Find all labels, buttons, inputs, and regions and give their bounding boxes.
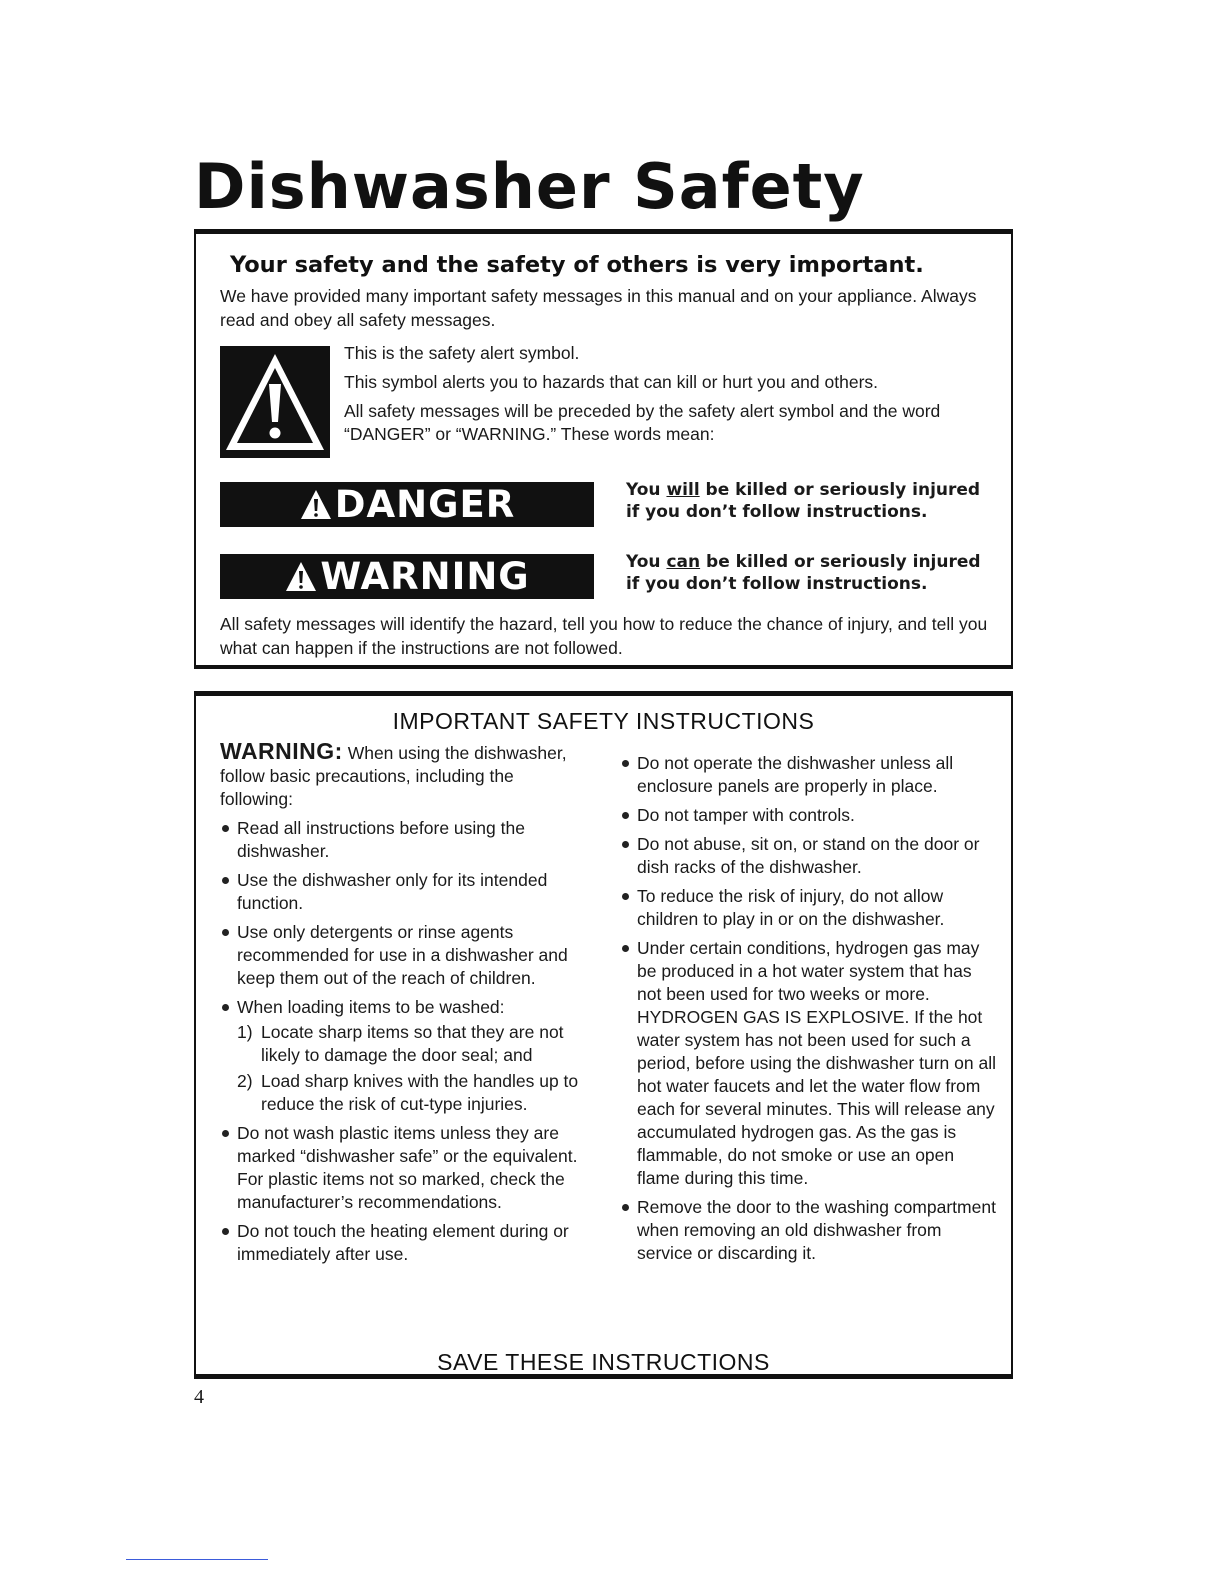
sublist-item (237, 1070, 590, 1116)
page-number: 4 (194, 1386, 204, 1408)
alert-line: This is the safety alert symbol. (344, 343, 580, 363)
warning-intro-text: When using the dishwasher, follow basic precautions, including the following: (220, 743, 567, 809)
instructions-left-column (220, 740, 590, 1272)
list-item: Under certain conditions, hydrogen gas may be produced in a hot water system that has not been used for two weeks or more. HYDROGEN GAS IS EXPLOSIVE. If the hot water system has not been used for such a period, before using the dishwasher turn on all hot water faucets and let the water flow from each for several minutes. This will release any accumulated hydrogen gas. As the gas is flammable, do not smoke or use an open flame during this time. (620, 937, 1000, 1190)
danger-label: DANGER (334, 483, 516, 526)
warning-description (626, 551, 996, 595)
list-item: Use only detergents or rinse agents recommended for use in a dishwasher and keep them out of the reach of children. (220, 921, 590, 990)
warning-intro (220, 740, 590, 811)
warning-alert-triangle-icon (284, 560, 318, 594)
list-item: Remove the door to the washing compartment when removing an old dishwasher from service or discarding it. (620, 1196, 1000, 1265)
list-item: Do not tamper with controls. (620, 804, 1000, 827)
right-instruction-list (620, 752, 1000, 1265)
left-instruction-list (220, 817, 590, 1266)
warning-signal-word (220, 554, 594, 599)
danger-signal-word (220, 482, 594, 527)
list-item: Do not touch the heating element during or immediately after use. (220, 1220, 590, 1266)
warning-desc-emphasis: can (666, 552, 701, 572)
alert-symbol-explanation (344, 342, 994, 452)
safety-headline: Your safety and the safety of others is very important. (230, 252, 924, 278)
danger-desc-pre: You (626, 480, 667, 500)
safety-intro-text: We have provided many important safety messages in this manual and on your appliance. Always read and obey all safety messages. (220, 286, 977, 330)
danger-desc-emphasis: will (666, 480, 700, 500)
list-item-loading (220, 996, 590, 1116)
sublist-text: Locate sharp items so that they are not likely to damage the door seal; and (261, 1022, 564, 1065)
warning-intro-label: WARNING: (220, 738, 343, 764)
safety-outro-text: All safety messages will identify the hazard, tell you how to reduce the chance of injury, and tell you what can happen if the instructions are not followed. (220, 614, 988, 658)
list-item: Do not abuse, sit on, or stand on the door or dish racks of the dishwasher. (620, 833, 1000, 879)
warning-label: WARNING (320, 555, 530, 598)
list-item-text: When loading items to be washed: (237, 997, 505, 1017)
alert-line: This symbol alerts you to hazards that can kill or hurt you and others. (344, 372, 879, 392)
danger-desc-post: be killed or seriously injured if you don’t follow instructions. (626, 480, 981, 522)
footer-divider (126, 1559, 268, 1560)
important-safety-instructions-box (194, 691, 1013, 1379)
list-item: Do not wash plastic items unless they are marked “dishwasher safe” or the equivalent. For plastic items not so marked, check the manufacturer’s recommendations. (220, 1122, 590, 1214)
loading-sublist (237, 1021, 590, 1116)
sublist-number: 1) (237, 1022, 253, 1042)
danger-description (626, 479, 996, 523)
sublist-text: Load sharp knives with the handles up to reduce the risk of cut-type injuries. (261, 1071, 579, 1114)
instructions-heading: IMPORTANT SAFETY INSTRUCTIONS (392, 708, 815, 734)
danger-alert-triangle-icon (299, 488, 333, 522)
list-item: Read all instructions before using the dishwasher. (220, 817, 590, 863)
save-instructions-footer: SAVE THESE INSTRUCTIONS (437, 1349, 770, 1375)
list-item: To reduce the risk of injury, do not allow children to play in or on the dishwasher. (620, 885, 1000, 931)
list-item: Do not operate the dishwasher unless all enclosure panels are properly in place. (620, 752, 1000, 798)
warning-desc-post: be killed or seriously injured if you don’t follow instructions. (626, 552, 981, 594)
safety-alert-symbol-icon (220, 346, 330, 458)
safety-intro-box (194, 229, 1013, 669)
instructions-right-column (620, 752, 1000, 1271)
warning-desc-pre: You (626, 552, 667, 572)
page-title: Dishwasher Safety (194, 150, 865, 223)
alert-line: All safety messages will be preceded by the safety alert symbol and the word “DANGER” or “WARNING.” These words mean: (344, 401, 941, 444)
sublist-number: 2) (237, 1071, 253, 1091)
list-item: Use the dishwasher only for its intended function. (220, 869, 590, 915)
safety-alert-icon (220, 346, 330, 458)
sublist-item (237, 1021, 590, 1067)
